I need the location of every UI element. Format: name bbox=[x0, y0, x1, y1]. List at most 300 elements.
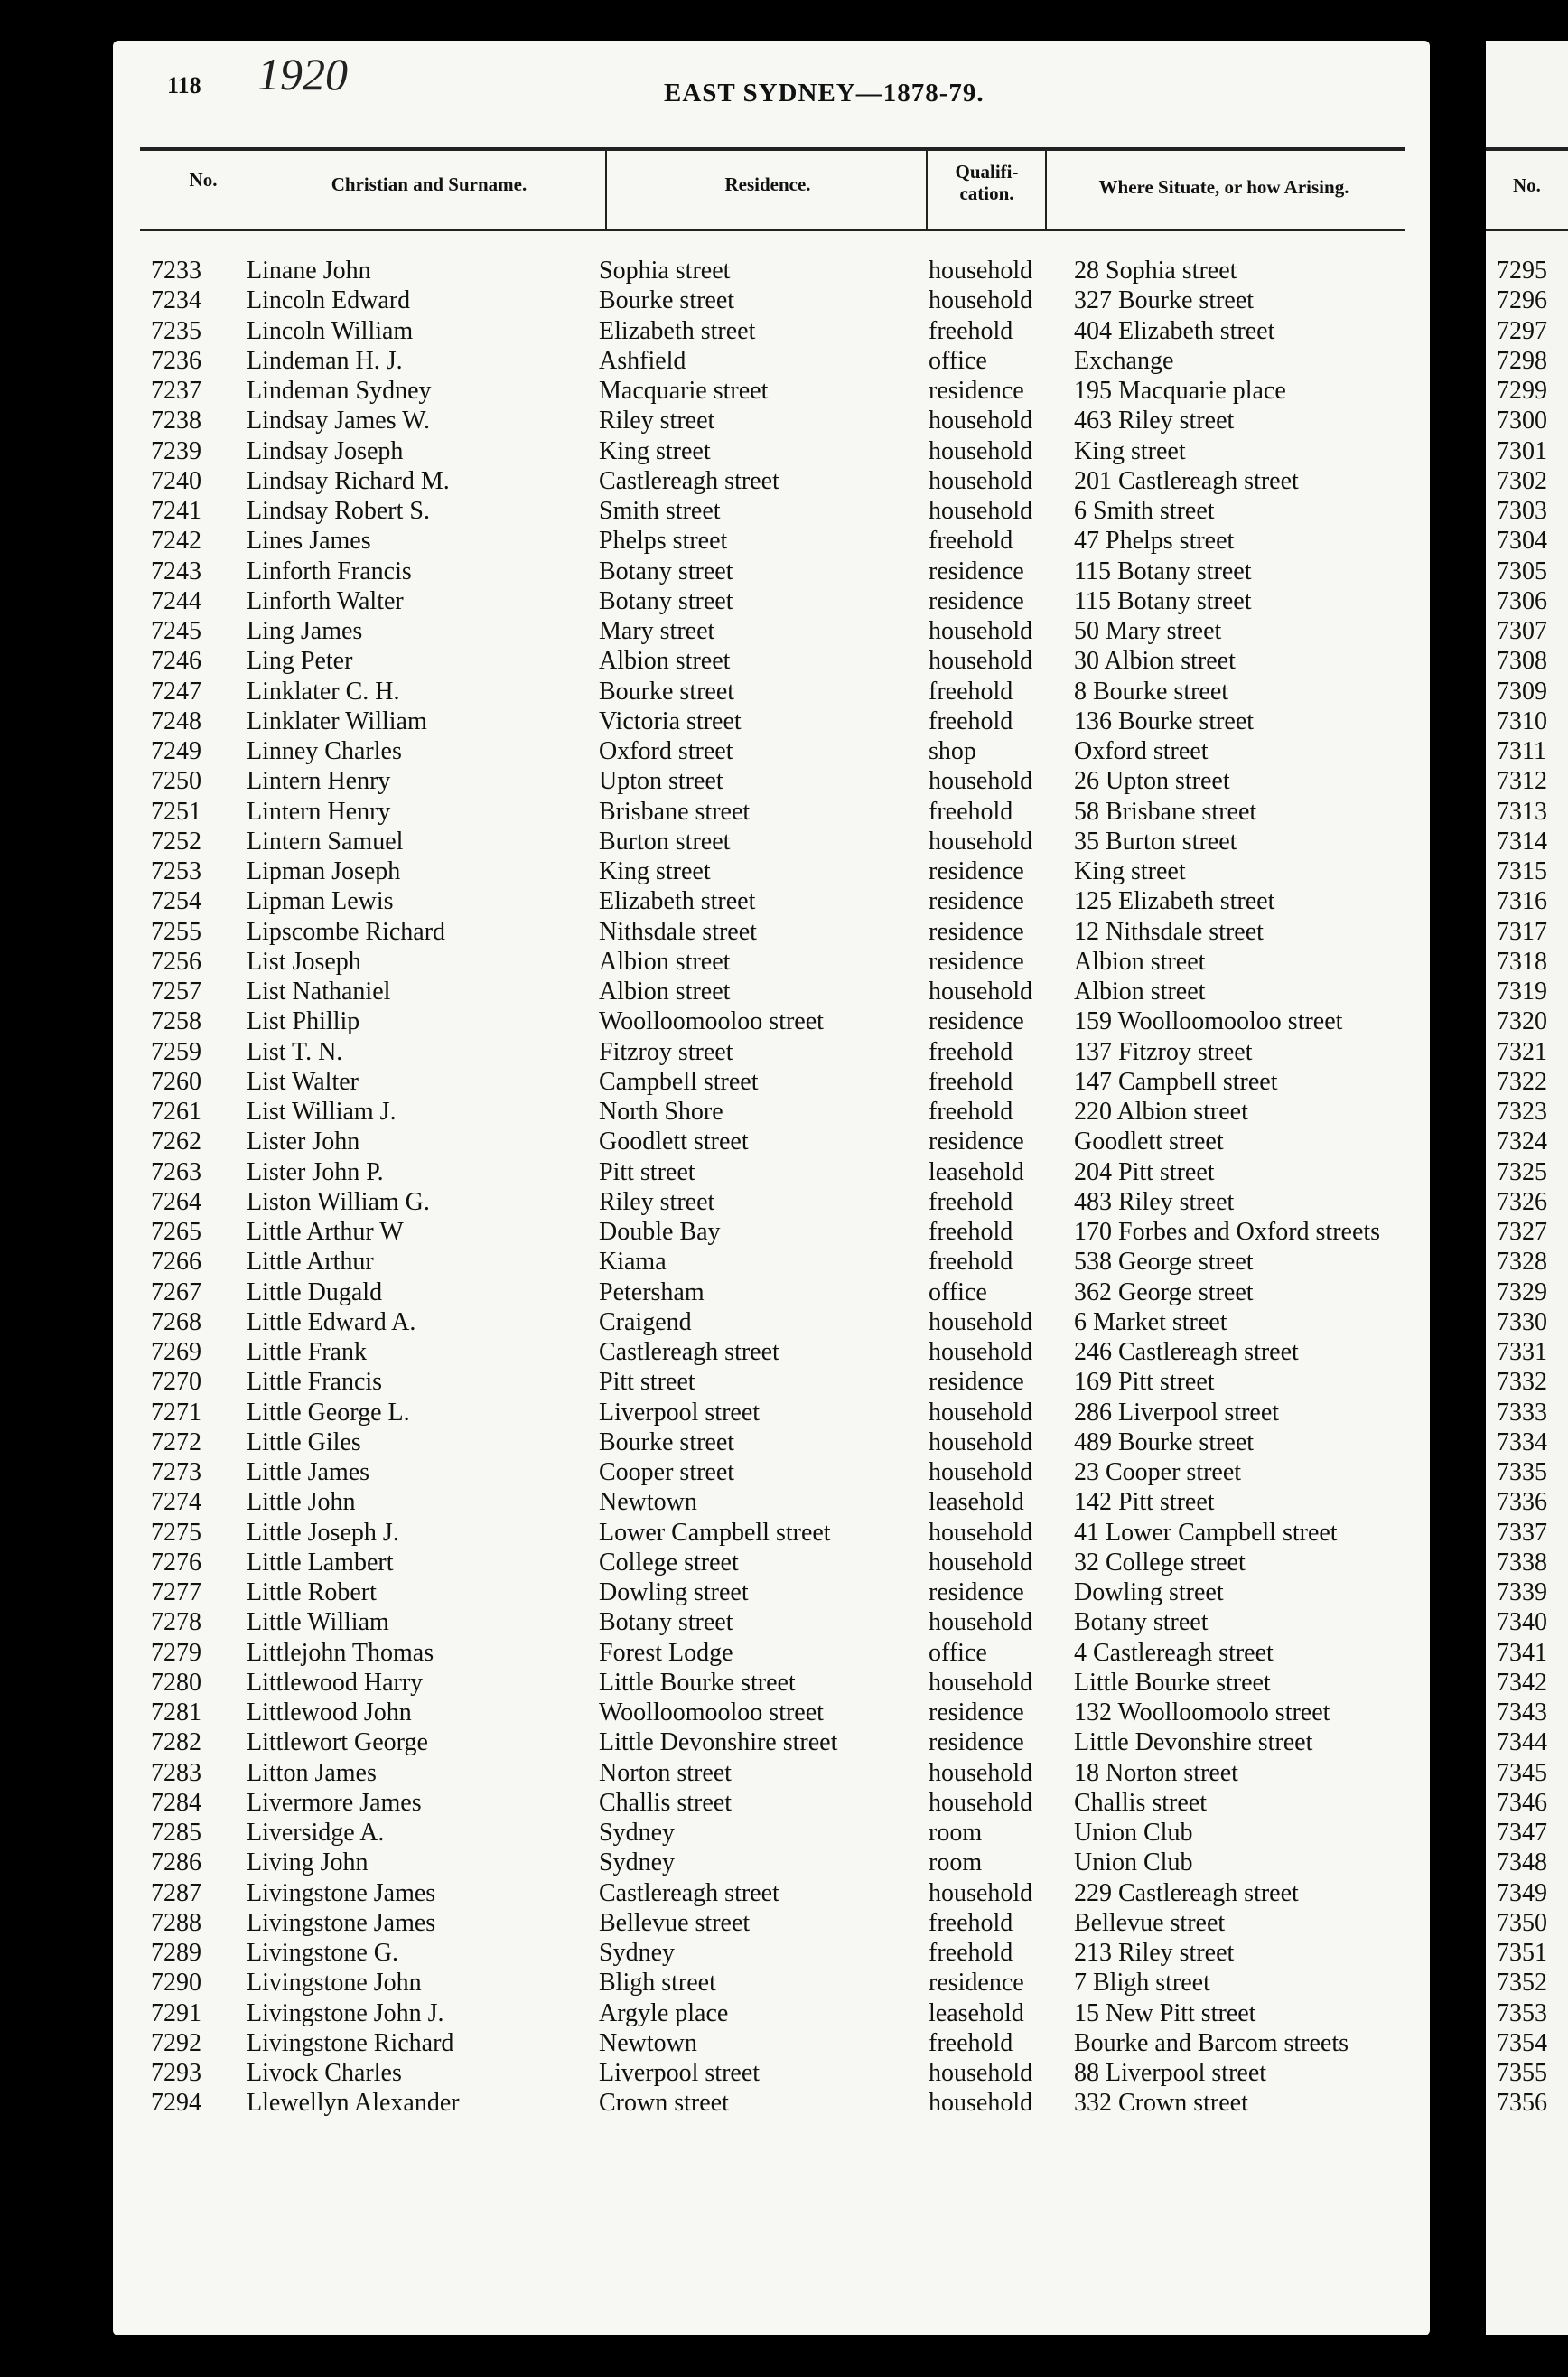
entry-qualification: room bbox=[929, 1848, 983, 1877]
entry-name: Liversidge A. bbox=[247, 1819, 385, 1847]
adjacent-entry-number: 7295 bbox=[1497, 257, 1547, 285]
adjacent-entry-number: 7346 bbox=[1497, 1788, 1547, 1817]
entry-where-situate: 26 Upton street bbox=[1074, 767, 1230, 796]
entry-where-situate: Albion street bbox=[1074, 947, 1206, 976]
entry-where-situate: 463 Riley street bbox=[1074, 407, 1235, 435]
entry-where-situate: Dowling street bbox=[1074, 1578, 1224, 1606]
entry-where-situate: 195 Macquarie place bbox=[1074, 377, 1286, 405]
page-number: 118 bbox=[167, 72, 201, 98]
entry-where-situate: 12 Nithsdale street bbox=[1074, 917, 1264, 946]
entry-residence: Liverpool street bbox=[599, 2059, 761, 2087]
entry-name: List Joseph bbox=[247, 947, 361, 976]
entry-qualification: freehold bbox=[929, 707, 1013, 735]
entry-number: 7282 bbox=[151, 1728, 201, 1757]
table-row bbox=[113, 1097, 1430, 1127]
adjacent-entry-number: 7340 bbox=[1497, 1608, 1547, 1637]
entry-number: 7277 bbox=[151, 1578, 201, 1606]
entry-number: 7283 bbox=[151, 1758, 201, 1787]
entry-residence: Woolloomooloo street bbox=[599, 1007, 824, 1036]
entry-name: Lister John P. bbox=[247, 1157, 384, 1186]
adjacent-entry-number: 7327 bbox=[1497, 1218, 1547, 1246]
entry-where-situate: 8 Bourke street bbox=[1074, 677, 1229, 706]
table-row bbox=[113, 1577, 1430, 1607]
entry-number: 7286 bbox=[151, 1848, 201, 1877]
entry-where-situate: 35 Burton street bbox=[1074, 827, 1237, 856]
entry-number: 7262 bbox=[151, 1128, 201, 1156]
table-row bbox=[113, 2028, 1430, 2058]
adjacent-header-no: No. bbox=[1513, 174, 1541, 196]
entry-residence: Sydney bbox=[599, 1819, 675, 1847]
entry-qualification: household bbox=[929, 436, 1033, 465]
entry-name: Lindsay James W. bbox=[247, 407, 430, 435]
entry-name: List Walter bbox=[247, 1067, 359, 1096]
adjacent-entry-number: 7344 bbox=[1497, 1728, 1547, 1757]
entry-residence: Albion street bbox=[599, 947, 731, 976]
header-name: Christian and Surname. bbox=[331, 173, 527, 195]
table-row bbox=[113, 1758, 1430, 1788]
header-residence: Residence. bbox=[724, 173, 811, 195]
entry-name: Linklater C. H. bbox=[247, 677, 400, 706]
entry-where-situate: Challis street bbox=[1074, 1788, 1207, 1817]
entry-where-situate: Albion street bbox=[1074, 978, 1206, 1006]
entry-qualification: residence bbox=[929, 377, 1024, 405]
entry-name: Lintern Henry bbox=[247, 797, 391, 826]
entry-where-situate: 88 Liverpool street bbox=[1074, 2059, 1267, 2087]
entry-name: Livingstone James bbox=[247, 1878, 436, 1907]
table-row bbox=[113, 766, 1430, 796]
entry-where-situate: 136 Bourke street bbox=[1074, 707, 1255, 735]
entry-where-situate: Bourke and Barcom streets bbox=[1074, 2028, 1349, 2057]
entry-number: 7263 bbox=[151, 1157, 201, 1186]
entry-residence: North Shore bbox=[599, 1098, 723, 1126]
entry-residence: Castlereagh street bbox=[599, 1878, 779, 1907]
entry-number: 7254 bbox=[151, 887, 201, 916]
entry-where-situate: 137 Fitzroy street bbox=[1074, 1037, 1253, 1066]
table-row bbox=[113, 586, 1430, 616]
entry-number: 7244 bbox=[151, 586, 201, 615]
entry-number: 7247 bbox=[151, 677, 201, 706]
entry-name: Lindeman Sydney bbox=[247, 377, 432, 405]
entry-number: 7243 bbox=[151, 557, 201, 585]
adjacent-entry-number: 7349 bbox=[1497, 1878, 1547, 1907]
table-row bbox=[113, 1968, 1430, 1998]
header-top-rule bbox=[140, 147, 1405, 151]
entry-residence: King street bbox=[599, 436, 711, 465]
entry-name: Lines James bbox=[247, 527, 371, 556]
entry-number: 7273 bbox=[151, 1458, 201, 1486]
entry-where-situate: Little Devonshire street bbox=[1074, 1728, 1313, 1757]
entry-name: Livingstone G. bbox=[247, 1939, 398, 1967]
entry-name: Little Francis bbox=[247, 1368, 383, 1397]
table-row bbox=[113, 1187, 1430, 1217]
adjacent-entry-number: 7347 bbox=[1497, 1819, 1547, 1847]
entry-qualification: residence bbox=[929, 1969, 1024, 1998]
entry-name: Littlewort George bbox=[247, 1728, 428, 1757]
table-row bbox=[113, 1727, 1430, 1757]
entry-name: Ling Peter bbox=[247, 647, 353, 676]
adjacent-entry-number: 7321 bbox=[1497, 1037, 1547, 1066]
entry-number: 7261 bbox=[151, 1098, 201, 1126]
table-row bbox=[113, 1788, 1430, 1818]
header-qualification: Qualifi- cation. bbox=[955, 161, 1019, 204]
entry-residence: Kiama bbox=[599, 1248, 667, 1277]
entry-residence: Newtown bbox=[599, 1488, 697, 1517]
table-row bbox=[113, 496, 1430, 526]
table-row bbox=[113, 1698, 1430, 1727]
adjacent-entry-number: 7323 bbox=[1497, 1098, 1547, 1126]
adjacent-entry-number: 7320 bbox=[1497, 1007, 1547, 1036]
entry-number: 7268 bbox=[151, 1307, 201, 1336]
entry-where-situate: 115 Botany street bbox=[1074, 586, 1252, 615]
entry-number: 7272 bbox=[151, 1427, 201, 1456]
entry-residence: Cooper street bbox=[599, 1458, 735, 1486]
entry-qualification: office bbox=[929, 346, 987, 375]
entry-where-situate: 159 Woolloomooloo street bbox=[1074, 1007, 1343, 1036]
entry-where-situate: Botany street bbox=[1074, 1608, 1209, 1637]
entry-name: Lindsay Robert S. bbox=[247, 497, 430, 525]
entry-qualification: household bbox=[929, 1338, 1033, 1366]
entry-name: Linklater William bbox=[247, 707, 427, 735]
adjacent-entry-number: 7316 bbox=[1497, 887, 1547, 916]
entry-number: 7271 bbox=[151, 1398, 201, 1427]
table-row bbox=[113, 1307, 1430, 1337]
entry-number: 7267 bbox=[151, 1277, 201, 1306]
entry-qualification: household bbox=[929, 1758, 1033, 1787]
table-row bbox=[113, 376, 1430, 406]
entry-number: 7252 bbox=[151, 827, 201, 856]
entry-where-situate: 332 Crown street bbox=[1074, 2089, 1248, 2118]
header-no: No. bbox=[189, 169, 218, 191]
table-row bbox=[113, 1337, 1430, 1367]
entry-number: 7242 bbox=[151, 527, 201, 556]
entry-qualification: household bbox=[929, 978, 1033, 1006]
entry-qualification: residence bbox=[929, 1007, 1024, 1036]
entry-qualification: residence bbox=[929, 1368, 1024, 1397]
entry-residence: Botany street bbox=[599, 557, 733, 585]
entry-residence: Little Bourke street bbox=[599, 1668, 796, 1697]
entry-number: 7290 bbox=[151, 1969, 201, 1998]
entry-qualification: freehold bbox=[929, 1067, 1013, 1096]
entry-where-situate: 142 Pitt street bbox=[1074, 1488, 1215, 1517]
entry-name: Little Arthur bbox=[247, 1248, 374, 1277]
entry-name: Livingstone Richard bbox=[247, 2028, 454, 2057]
entry-where-situate: 7 Bligh street bbox=[1074, 1969, 1210, 1998]
entry-number: 7284 bbox=[151, 1788, 201, 1817]
adjacent-entry-number: 7325 bbox=[1497, 1157, 1547, 1186]
adjacent-entry-number: 7309 bbox=[1497, 677, 1547, 706]
adjacent-entry-number: 7353 bbox=[1497, 1998, 1547, 2027]
register-page bbox=[113, 41, 1430, 2335]
entry-where-situate: 47 Phelps street bbox=[1074, 527, 1235, 556]
entry-qualification: household bbox=[929, 1427, 1033, 1456]
entry-qualification: freehold bbox=[929, 1187, 1013, 1216]
entry-number: 7246 bbox=[151, 647, 201, 676]
entry-number: 7241 bbox=[151, 497, 201, 525]
entry-residence: Botany street bbox=[599, 586, 733, 615]
entry-residence: College street bbox=[599, 1548, 739, 1577]
table-row bbox=[113, 1518, 1430, 1548]
entry-name: Little Giles bbox=[247, 1427, 361, 1456]
adjacent-entry-number: 7306 bbox=[1497, 586, 1547, 615]
adjacent-entry-number: 7324 bbox=[1497, 1128, 1547, 1156]
table-row bbox=[113, 1818, 1430, 1848]
table-row bbox=[113, 1878, 1430, 1908]
table-row bbox=[113, 1848, 1430, 1877]
entry-number: 7265 bbox=[151, 1218, 201, 1246]
adjacent-entry-number: 7307 bbox=[1497, 617, 1547, 645]
entry-qualification: freehold bbox=[929, 677, 1013, 706]
entry-residence: Bourke street bbox=[599, 286, 735, 315]
entry-number: 7294 bbox=[151, 2089, 201, 2118]
entry-residence: Botany street bbox=[599, 1608, 733, 1637]
entry-number: 7292 bbox=[151, 2028, 201, 2057]
entry-qualification: residence bbox=[929, 857, 1024, 885]
adjacent-entry-number: 7334 bbox=[1497, 1427, 1547, 1456]
table-row bbox=[113, 917, 1430, 947]
adjacent-entry-number: 7326 bbox=[1497, 1187, 1547, 1216]
entry-where-situate: 213 Riley street bbox=[1074, 1939, 1235, 1967]
entry-name: List Nathaniel bbox=[247, 978, 391, 1006]
entry-where-situate: 6 Market street bbox=[1074, 1307, 1227, 1336]
entry-name: Linforth Francis bbox=[247, 557, 412, 585]
table-row bbox=[113, 526, 1430, 556]
entry-name: Linforth Walter bbox=[247, 586, 404, 615]
entry-residence: Petersham bbox=[599, 1277, 705, 1306]
adjacent-entry-number: 7339 bbox=[1497, 1578, 1547, 1606]
adjacent-entry-number: 7314 bbox=[1497, 827, 1547, 856]
entry-name: Litton James bbox=[247, 1758, 377, 1787]
entry-qualification: freehold bbox=[929, 1098, 1013, 1126]
adjacent-entry-number: 7308 bbox=[1497, 647, 1547, 676]
entry-number: 7251 bbox=[151, 797, 201, 826]
entry-name: Littlejohn Thomas bbox=[247, 1638, 434, 1667]
entry-where-situate: 220 Albion street bbox=[1074, 1098, 1248, 1126]
entry-number: 7234 bbox=[151, 286, 201, 315]
entry-where-situate: Oxford street bbox=[1074, 737, 1209, 765]
entry-where-situate: 404 Elizabeth street bbox=[1074, 316, 1275, 345]
adjacent-entry-number: 7301 bbox=[1497, 436, 1547, 465]
table-row bbox=[113, 886, 1430, 916]
entry-number: 7274 bbox=[151, 1488, 201, 1517]
adjacent-entry-number: 7330 bbox=[1497, 1307, 1547, 1336]
entry-qualification: household bbox=[929, 1788, 1033, 1817]
column-divider bbox=[926, 149, 928, 229]
adjacent-entry-number: 7342 bbox=[1497, 1668, 1547, 1697]
entry-residence: Bourke street bbox=[599, 1427, 735, 1456]
entry-name: List T. N. bbox=[247, 1037, 343, 1066]
entry-name: Ling James bbox=[247, 617, 363, 645]
entry-qualification: household bbox=[929, 466, 1033, 495]
table-row bbox=[113, 977, 1430, 1006]
entry-where-situate: Union Club bbox=[1074, 1848, 1193, 1877]
entry-qualification: freehold bbox=[929, 797, 1013, 826]
entry-number: 7291 bbox=[151, 1998, 201, 2027]
entry-number: 7233 bbox=[151, 257, 201, 285]
entry-residence: Riley street bbox=[599, 407, 715, 435]
table-row bbox=[113, 1938, 1430, 1968]
entry-qualification: office bbox=[929, 1638, 987, 1667]
running-title: EAST SYDNEY—1878-79. bbox=[664, 79, 985, 108]
entry-name: Littlewood John bbox=[247, 1699, 412, 1727]
entry-where-situate: 170 Forbes and Oxford streets bbox=[1074, 1218, 1381, 1246]
entry-qualification: residence bbox=[929, 887, 1024, 916]
entry-qualification: residence bbox=[929, 1728, 1024, 1757]
entry-residence: Bligh street bbox=[599, 1969, 716, 1998]
entry-where-situate: 327 Bourke street bbox=[1074, 286, 1255, 315]
entry-qualification: freehold bbox=[929, 1908, 1013, 1937]
table-row bbox=[113, 707, 1430, 736]
entry-name: Livingstone John bbox=[247, 1969, 422, 1998]
table-row bbox=[113, 557, 1430, 586]
adjacent-entry-number: 7310 bbox=[1497, 707, 1547, 735]
column-divider bbox=[605, 149, 607, 229]
adjacent-header-top-rule bbox=[1486, 147, 1568, 151]
table-row bbox=[113, 2058, 1430, 2088]
entry-residence: Bourke street bbox=[599, 677, 735, 706]
entry-residence: Pitt street bbox=[599, 1157, 695, 1186]
entry-number: 7253 bbox=[151, 857, 201, 885]
entry-number: 7248 bbox=[151, 707, 201, 735]
entry-residence: Castlereagh street bbox=[599, 1338, 779, 1366]
entry-number: 7258 bbox=[151, 1007, 201, 1036]
table-row bbox=[113, 1157, 1430, 1187]
table-row bbox=[113, 1398, 1430, 1427]
table-row bbox=[113, 466, 1430, 496]
entry-residence: Newtown bbox=[599, 2028, 697, 2057]
entry-where-situate: 147 Campbell street bbox=[1074, 1067, 1278, 1096]
adjacent-entry-number: 7300 bbox=[1497, 407, 1547, 435]
entry-name: Linane John bbox=[247, 257, 371, 285]
entry-where-situate: 362 George street bbox=[1074, 1277, 1254, 1306]
entry-where-situate: 115 Botany street bbox=[1074, 557, 1252, 585]
table-row bbox=[113, 616, 1430, 646]
entry-name: Little Robert bbox=[247, 1578, 377, 1606]
adjacent-number-column bbox=[1486, 256, 1547, 2119]
entry-residence: Crown street bbox=[599, 2089, 729, 2118]
entry-name: Lindsay Joseph bbox=[247, 436, 404, 465]
entry-where-situate: 4 Castlereagh street bbox=[1074, 1638, 1274, 1667]
table-row bbox=[113, 1037, 1430, 1067]
entry-where-situate: 246 Castlereagh street bbox=[1074, 1338, 1299, 1366]
entry-residence: Sydney bbox=[599, 1848, 675, 1877]
entry-where-situate: 15 New Pitt street bbox=[1074, 1998, 1256, 2027]
entry-qualification: leasehold bbox=[929, 1998, 1024, 2027]
entry-qualification: residence bbox=[929, 947, 1024, 976]
adjacent-entry-number: 7333 bbox=[1497, 1398, 1547, 1427]
table-row bbox=[113, 1217, 1430, 1247]
entry-qualification: household bbox=[929, 286, 1033, 315]
entry-name: Little James bbox=[247, 1458, 370, 1486]
adjacent-entry-number: 7336 bbox=[1497, 1488, 1547, 1517]
entry-residence: Goodlett street bbox=[599, 1128, 749, 1156]
entry-name: Lincoln William bbox=[247, 316, 414, 345]
entry-name: Lindeman H. J. bbox=[247, 346, 403, 375]
entry-number: 7288 bbox=[151, 1908, 201, 1937]
entry-qualification: room bbox=[929, 1819, 983, 1847]
handwritten-year: 1920 bbox=[257, 49, 348, 99]
entry-qualification: household bbox=[929, 1878, 1033, 1907]
entry-name: Liston William G. bbox=[247, 1187, 430, 1216]
table-row bbox=[113, 1998, 1430, 2028]
entry-where-situate: 125 Elizabeth street bbox=[1074, 887, 1275, 916]
entry-residence: Challis street bbox=[599, 1788, 732, 1817]
entry-where-situate: King street bbox=[1074, 857, 1186, 885]
entry-residence: Burton street bbox=[599, 827, 731, 856]
entry-where-situate: 489 Bourke street bbox=[1074, 1427, 1255, 1456]
table-row bbox=[113, 677, 1430, 707]
adjacent-entry-number: 7297 bbox=[1497, 316, 1547, 345]
entry-qualification: residence bbox=[929, 557, 1024, 585]
entry-where-situate: 50 Mary street bbox=[1074, 617, 1222, 645]
entry-qualification: household bbox=[929, 1608, 1033, 1637]
entry-number: 7289 bbox=[151, 1939, 201, 1967]
adjacent-entry-number: 7302 bbox=[1497, 466, 1547, 495]
table-row bbox=[113, 1548, 1430, 1577]
adjacent-entry-number: 7304 bbox=[1497, 527, 1547, 556]
entry-number: 7249 bbox=[151, 737, 201, 765]
entry-qualification: residence bbox=[929, 586, 1024, 615]
entry-where-situate: 286 Liverpool street bbox=[1074, 1398, 1280, 1427]
entry-residence: Macquarie street bbox=[599, 377, 769, 405]
table-row bbox=[113, 1277, 1430, 1307]
table-row bbox=[113, 406, 1430, 435]
entry-residence: Brisbane street bbox=[599, 797, 751, 826]
adjacent-entry-number: 7331 bbox=[1497, 1338, 1547, 1366]
entry-name: Livermore James bbox=[247, 1788, 422, 1817]
table-row bbox=[113, 2088, 1430, 2118]
entry-number: 7275 bbox=[151, 1518, 201, 1547]
entry-qualification: household bbox=[929, 257, 1033, 285]
adjacent-entry-number: 7303 bbox=[1497, 497, 1547, 525]
entry-name: Little Frank bbox=[247, 1338, 367, 1366]
entry-name: Little Lambert bbox=[247, 1548, 394, 1577]
adjacent-entry-number: 7312 bbox=[1497, 767, 1547, 796]
adjacent-entry-number: 7341 bbox=[1497, 1638, 1547, 1667]
entry-where-situate: Exchange bbox=[1074, 346, 1174, 375]
entry-residence: Craigend bbox=[599, 1307, 692, 1336]
entry-qualification: household bbox=[929, 617, 1033, 645]
entry-residence: Woolloomooloo street bbox=[599, 1699, 824, 1727]
adjacent-entry-number: 7352 bbox=[1497, 1969, 1547, 1998]
entry-name: Little Dugald bbox=[247, 1277, 383, 1306]
entry-residence: Little Devonshire street bbox=[599, 1728, 838, 1757]
adjacent-entry-number: 7348 bbox=[1497, 1848, 1547, 1877]
entry-residence: Albion street bbox=[599, 978, 731, 1006]
adjacent-entry-number: 7329 bbox=[1497, 1277, 1547, 1306]
entry-residence: Riley street bbox=[599, 1187, 715, 1216]
entry-name: Lipscombe Richard bbox=[247, 917, 446, 946]
entry-qualification: residence bbox=[929, 1699, 1024, 1727]
entry-residence: Smith street bbox=[599, 497, 721, 525]
table-row bbox=[113, 316, 1430, 346]
entry-name: Little William bbox=[247, 1608, 389, 1637]
entry-number: 7257 bbox=[151, 978, 201, 1006]
entry-number: 7236 bbox=[151, 346, 201, 375]
table-row bbox=[113, 1127, 1430, 1156]
entry-number: 7238 bbox=[151, 407, 201, 435]
entry-qualification: household bbox=[929, 2059, 1033, 2087]
entry-name: Livingstone John J. bbox=[247, 1998, 444, 2027]
entry-number: 7276 bbox=[151, 1548, 201, 1577]
entry-name: Linney Charles bbox=[247, 737, 402, 765]
entry-name: Livock Charles bbox=[247, 2059, 402, 2087]
entry-qualification: residence bbox=[929, 917, 1024, 946]
register-table bbox=[113, 256, 1430, 2119]
entry-residence: Elizabeth street bbox=[599, 887, 756, 916]
entry-qualification: household bbox=[929, 1458, 1033, 1486]
entry-qualification: leasehold bbox=[929, 1157, 1024, 1186]
entry-residence: Liverpool street bbox=[599, 1398, 761, 1427]
